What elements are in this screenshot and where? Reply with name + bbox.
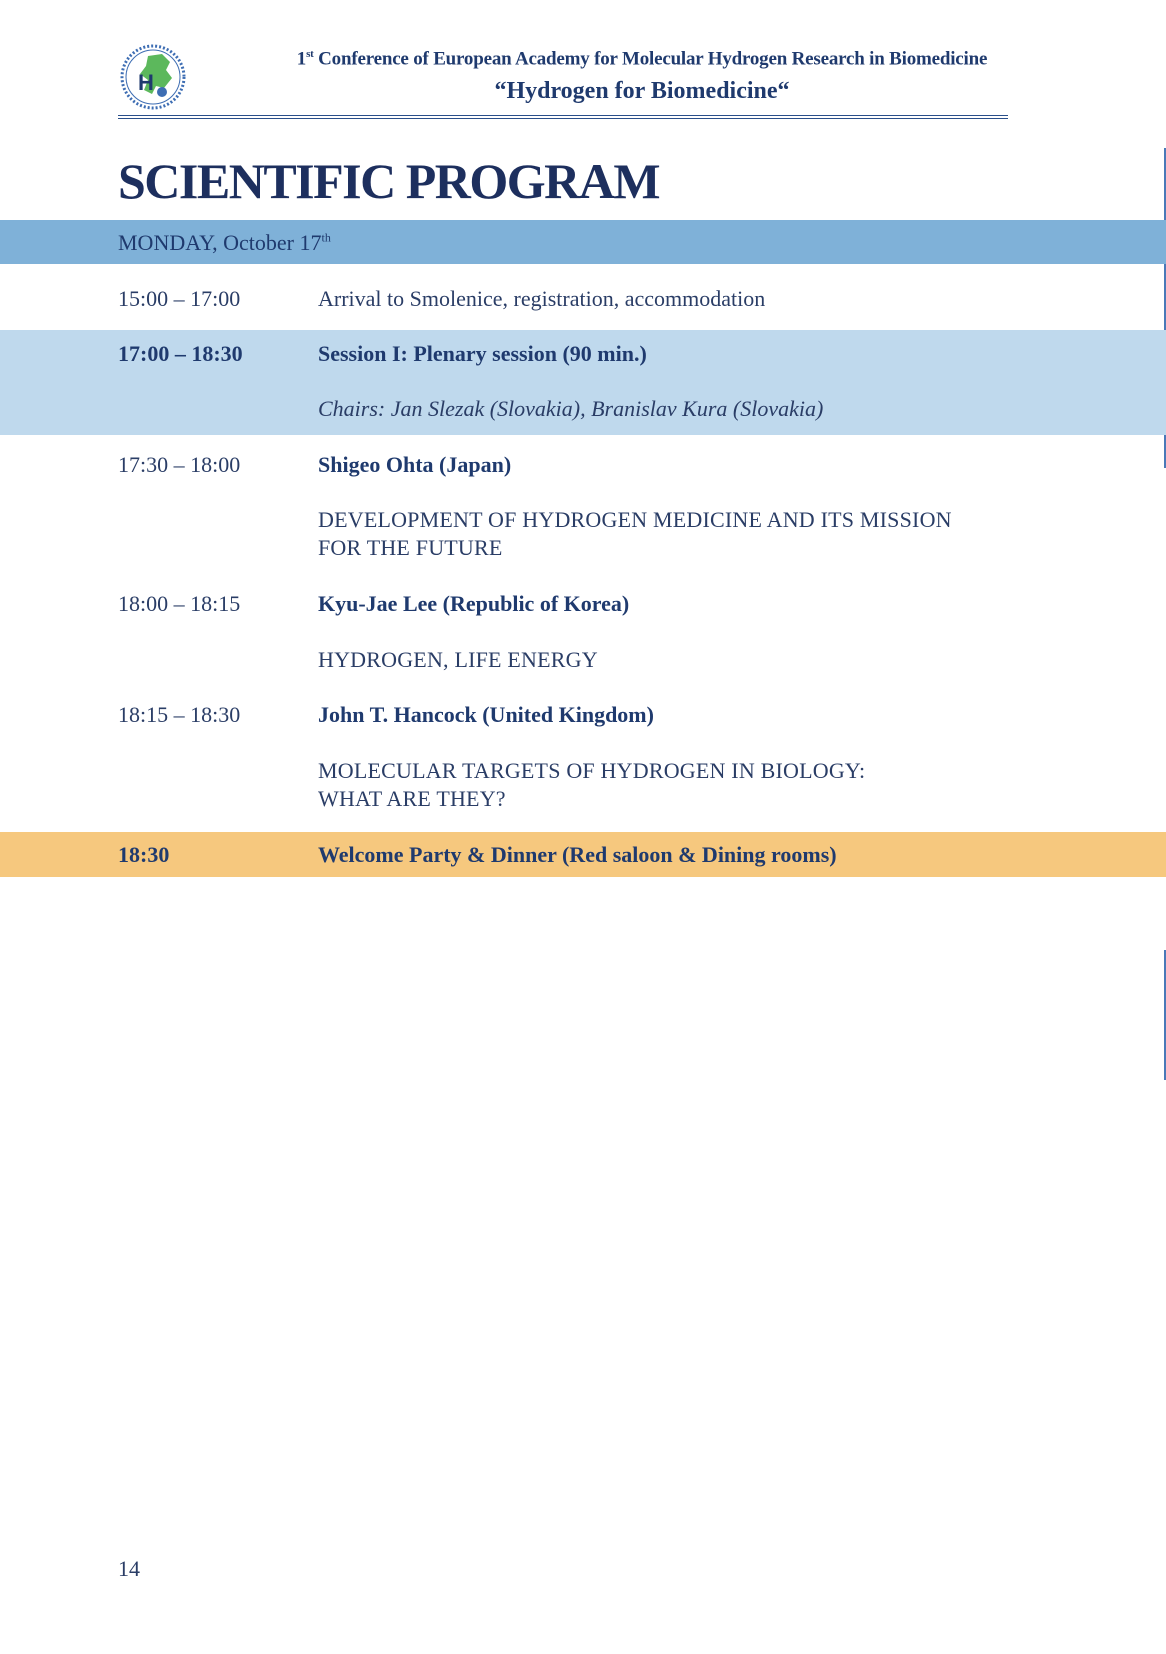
session-time: 17:00 – 18:30 — [118, 341, 243, 366]
talk-time: 18:00 – 18:15 — [118, 591, 241, 616]
talk-time: 17:30 – 18:00 — [118, 452, 241, 477]
session-chairs: Chairs: Jan Slezak (Slovakia), Branislav Kura (Slovakia) — [318, 396, 824, 421]
talk-time: 18:15 – 18:30 — [118, 702, 241, 727]
talk-title: HYDROGEN, LIFE ENERGY — [318, 647, 598, 672]
logo-letter: H — [138, 70, 154, 95]
talk-title: DEVELOPMENT OF HYDROGEN MEDICINE AND ITS MISSION FOR THE FUTURE — [318, 507, 952, 560]
day-label: MONDAY, October 17th — [118, 230, 331, 255]
talk-title: MOLECULAR TARGETS OF HYDROGEN IN BIOLOGY: WHAT ARE THEY? — [318, 758, 866, 811]
arrival-text: Arrival to Smolenice, registration, accommodation — [318, 286, 766, 311]
header-rule-2 — [118, 118, 1008, 119]
talk-speaker: Kyu-Jae Lee (Republic of Korea) — [318, 591, 630, 616]
conference-name: 1st Conference of European Academy for Molecular Hydrogen Research in Biomedicine — [296, 48, 988, 70]
dinner-time: 18:30 — [118, 842, 170, 867]
page-title: SCIENTIFIC PROGRAM — [118, 153, 660, 209]
header-rule — [118, 115, 1008, 116]
arrival-time: 15:00 – 17:00 — [118, 286, 241, 311]
page-number: 14 — [118, 1556, 140, 1581]
conference-subtitle: “Hydrogen for Biomedicine“ — [494, 78, 790, 104]
talk-speaker: John T. Hancock (United Kingdom) — [318, 702, 654, 727]
talk-speaker: Shigeo Ohta (Japan) — [318, 452, 512, 477]
session-title: Session I: Plenary session (90 min.) — [318, 341, 647, 366]
dinner-text: Welcome Party & Dinner (Red saloon & Dining rooms) — [318, 842, 837, 867]
